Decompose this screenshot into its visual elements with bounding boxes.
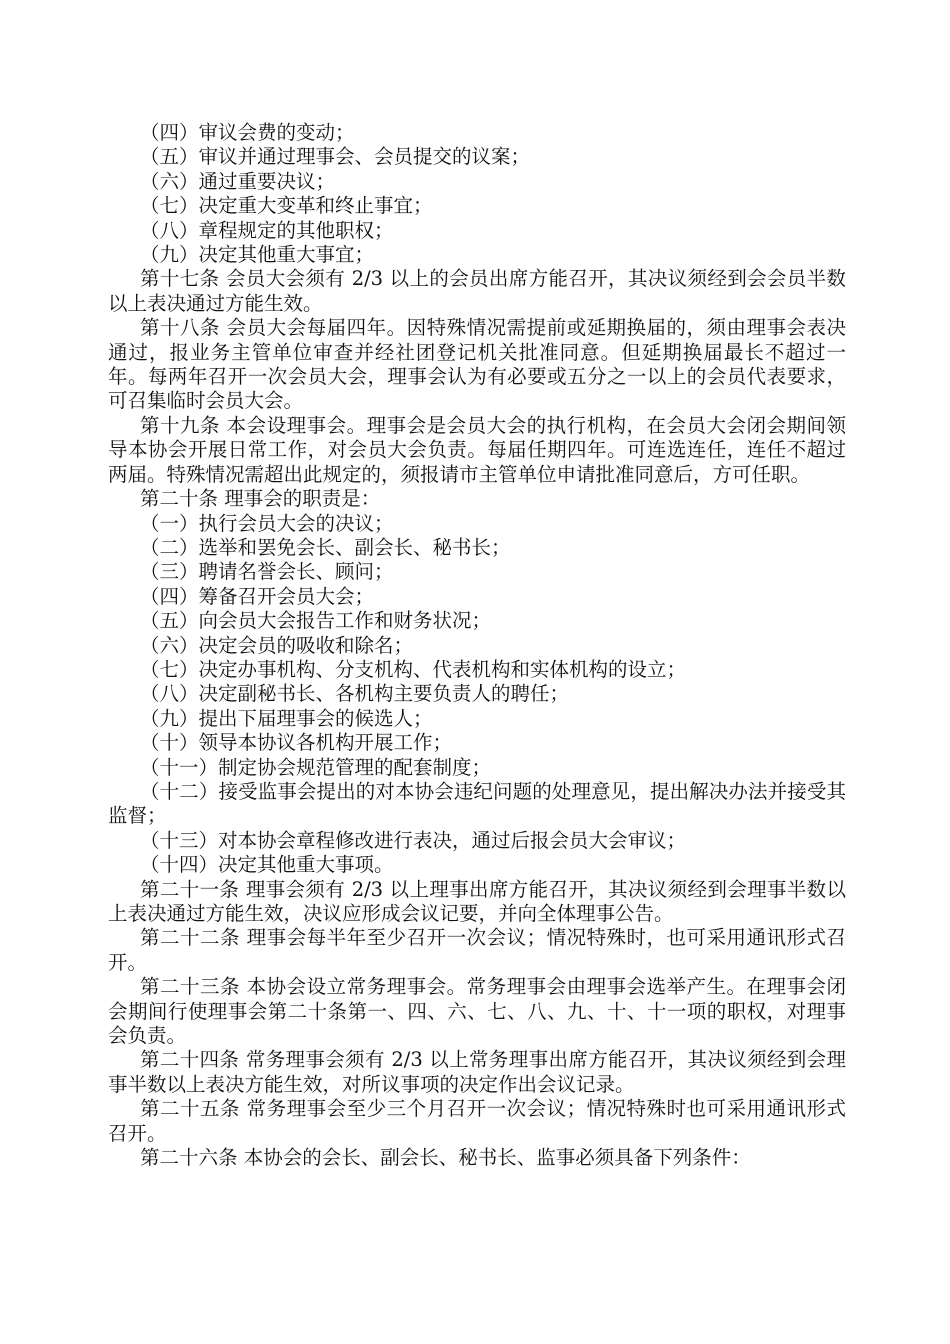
list-item: （九）提出下届理事会的候选人； [140,706,433,730]
list-item: （一）执行会员大会的决议； [140,511,394,535]
article-paragraph: 第十九条 本会设理事会。理事会是会员大会的执行机构，在会员大会闭会期间领导本协会开展日常工作，对会员大会负责。每届任期四年。可连选连任，连任不超过两届。特殊情况需超出此规定的，须报请市主管单位申请批准同意后，方可任职。 [108,413,846,486]
list-item: （二）选举和罢免会长、副会长、秘书长； [140,535,511,559]
list-item: （四）审议会费的变动； [140,121,355,144]
article-paragraph: 第二十条 理事会的职责是： [140,487,381,511]
list-item: （十）领导本协议各机构开展工作； [140,731,453,755]
article-paragraph: 第二十一条 理事会须有 2/3 以上理事出席方能召开，其决议须经到会理事半数以上表决通过方能生效，决议应形成会议记要，并向全体理事公告。 [108,877,846,925]
list-item: （五）向会员大会报告工作和财务状况； [140,609,492,633]
article-paragraph: 第二十六条 本协会的会长、副会长、秘书长、监事必须具备下列条件： [140,1146,751,1170]
list-item: （八）章程规定的其他职权； [140,218,394,242]
list-item: （七）决定重大变革和终止事宜； [140,194,433,218]
list-item: （五）审议并通过理事会、会员提交的议案； [140,145,531,169]
list-item: （十四）决定其他重大事项。 [140,853,394,877]
list-item: （三）聘请名誉会长、顾问； [140,560,394,584]
article-paragraph: 第十八条 会员大会每届四年。因特殊情况需提前或延期换届的，须由理事会表决通过，报业务主管单位审查并经社团登记机关批准同意。但延期换届最长不超过一年。每两年召开一次会员大会，理事会认为有必要或五分之一以上的会员代表要求，可召集临时会员大会。 [108,316,846,413]
list-item: （十三）对本协会章程修改进行表决，通过后报会员大会审议； [140,828,687,852]
list-item: （六）通过重要决议； [140,169,336,193]
document-body [108,121,846,1170]
list-item: （四）筹备召开会员大会； [140,584,375,608]
article-paragraph: 第十七条 会员大会须有 2/3 以上的会员出席方能召开，其决议须经到会会员半数以上表决通过方能生效。 [108,267,846,315]
list-item: （九）决定其他重大事宜； [140,243,375,267]
article-paragraph: 第二十五条 常务理事会至少三个月召开一次会议；情况特殊时也可采用通讯形式召开。 [108,1097,846,1145]
list-item: （十一）制定协会规范管理的配套制度； [140,755,492,779]
article-paragraph: 第二十二条 理事会每半年至少召开一次会议；情况特殊时，也可采用通讯形式召开。 [108,926,846,974]
article-paragraph: 第二十三条 本协会设立常务理事会。常务理事会由理事会选举产生。在理事会闭会期间行使理事会第二十条第一、四、六、七、八、九、十、十一项的职权，对理事会负责。 [108,975,846,1048]
list-item: （十二）接受监事会提出的对本协会违纪问题的处理意见，提出解决办法并接受其监督； [108,779,846,828]
list-item: （六）决定会员的吸收和除名； [140,633,414,657]
list-item: （八）决定副秘书长、各机构主要负责人的聘任； [140,682,570,706]
list-item: （七）决定办事机构、分支机构、代表机构和实体机构的设立； [140,657,687,681]
article-paragraph: 第二十四条 常务理事会须有 2/3 以上常务理事出席方能召开，其决议须经到会理事半数以上表决方能生效，对所议事项的决定作出会议记录。 [108,1048,846,1096]
